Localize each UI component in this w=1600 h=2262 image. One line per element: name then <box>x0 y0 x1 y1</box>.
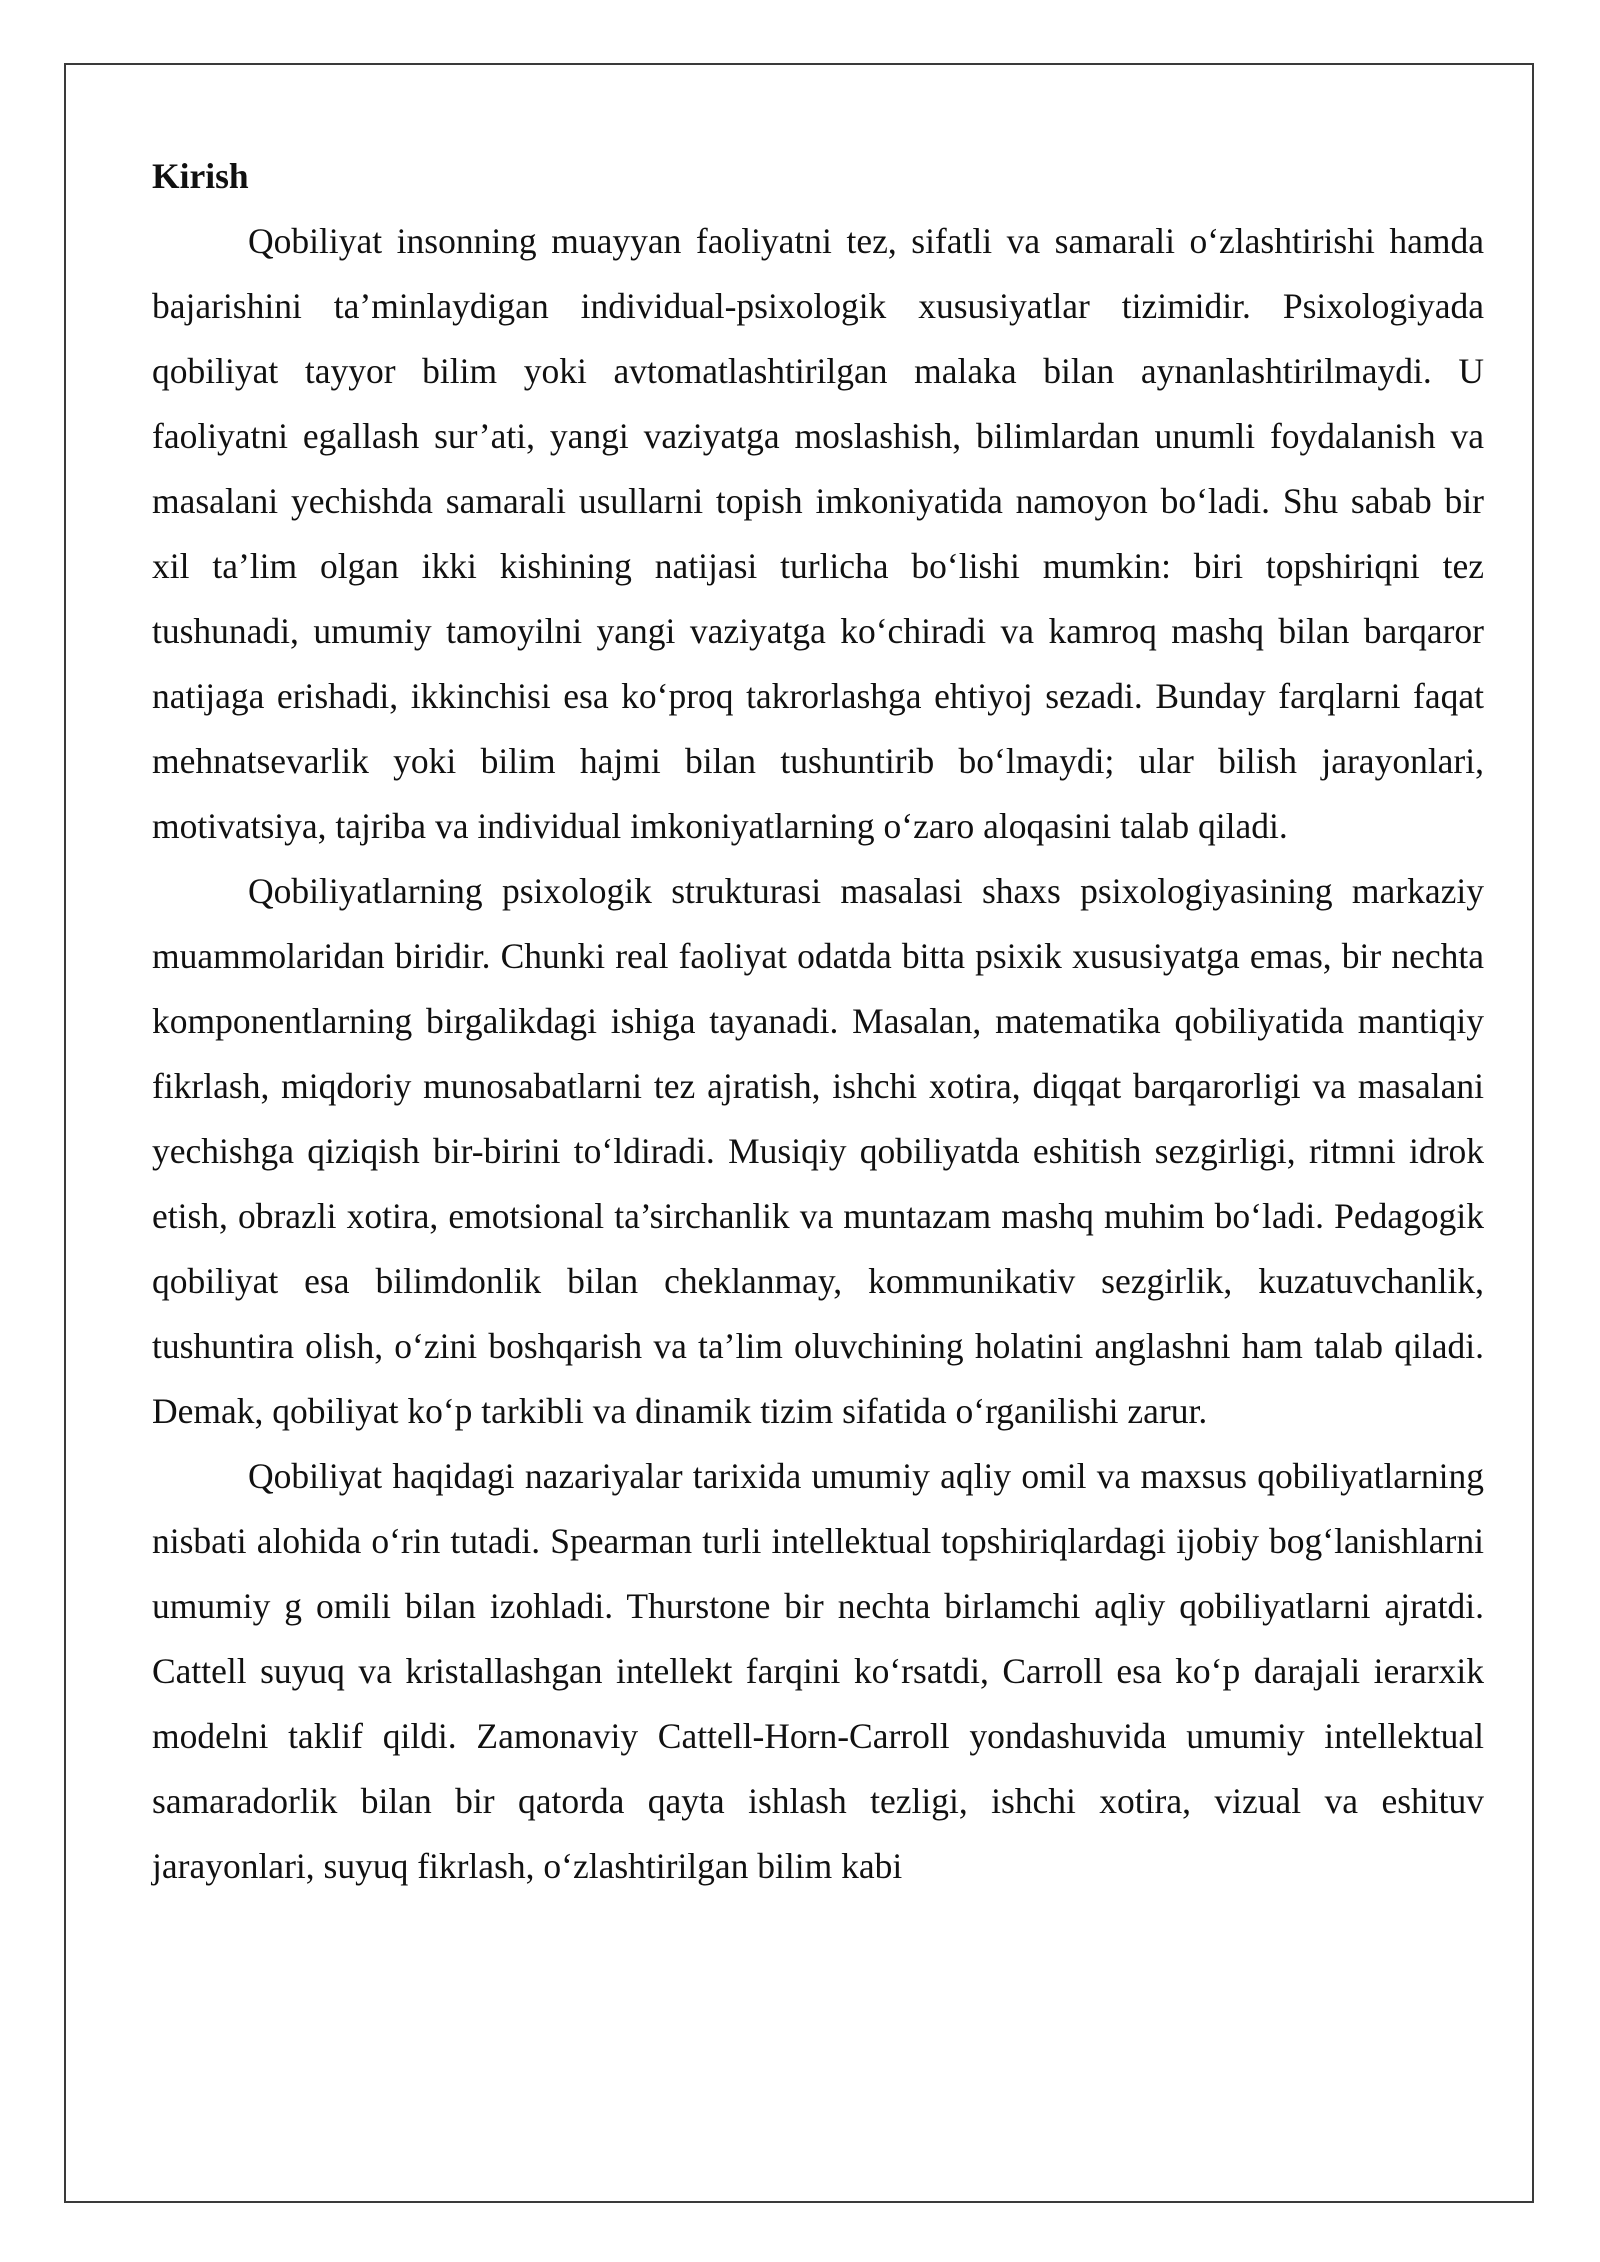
document-body <box>152 144 1484 1899</box>
paragraph-2: Qobiliyatlarning psixologik strukturasi masalasi shaxs psixologiyasining markaziy muammolaridan biridir. Chunki real faoliyat odatda bitta psixik xususiyatga emas, bir nechta komponentlarning birgalikdagi ishiga tayanadi. Masalan, matematika qobiliyatida mantiqiy fikrlash, miqdoriy munosabatlarni tez ajratish, ishchi xotira, diqqat barqarorligi va masalani yechishga qiziqish bir-birini to‘ldiradi. Musiqiy qobiliyatda eshitish sezgirligi, ritmni idrok etish, obrazli xotira, emotsional ta’sirchanlik va muntazam mashq muhim bo‘ladi. Pedagogik qobiliyat esa bilimdonlik bilan cheklanmay, kommunikativ sezgirlik, kuzatuvchanlik, tushuntira olish, o‘zini boshqarish va ta’lim oluvchining holatini anglashni ham talab qiladi. Demak, qobiliyat ko‘p tarkibli va dinamik tizim sifatida o‘rganilishi zarur. <box>152 871 1484 1431</box>
paragraph-1: Qobiliyat insonning muayyan faoliyatni tez, sifatli va samarali o‘zlashtirishi hamda bajarishini ta’minlaydigan individual-psixologik xususiyatlar tizimidir. Psixologiyada qobiliyat tayyor bilim yoki avtomatlashtirilgan malaka bilan aynanlashtirilmaydi. U faoliyatni egallash sur’ati, yangi vaziyatga moslashish, bilimlardan unumli foydalanish va masalani yechishda samarali usullarni topish imkoniyatida namoyon bo‘ladi. Shu sabab bir xil ta’lim olgan ikki kishining natijasi turlicha bo‘lishi mumkin: biri topshiriqni tez tushunadi, umumiy tamoyilni yangi vaziyatga ko‘chiradi va kamroq mashq bilan barqaror natijaga erishadi, ikkinchisi esa ko‘proq takrorlashga ehtiyoj sezadi. Bunday farqlarni faqat mehnatsevarlik yoki bilim hajmi bilan tushuntirib bo‘lmaydi; ular bilish jarayonlari, motivatsiya, tajriba va individual imkoniyatlarning o‘zaro aloqasini talab qiladi. <box>152 221 1484 846</box>
paragraph-3: Qobiliyat haqidagi nazariyalar tarixida umumiy aqliy omil va maxsus qobiliyatlarning nisbati alohida o‘rin tutadi. Spearman turli intellektual topshiriqlardagi ijobiy bog‘lanishlarni umumiy g omili bilan izohladi. Thurstone bir nechta birlamchi aqliy qobiliyatlarni ajratdi. Cattell suyuq va kristallashgan intellekt farqini ko‘rsatdi, Carroll esa ko‘p darajali ierarxik modelni taklif qildi. Zamonaviy Cattell-Horn-Carroll yondashuvida umumiy intellektual samaradorlik bilan bir qatorda qayta ishlash tezligi, ishchi xotira, vizual va eshituv jarayonlari, suyuq fikrlash, o‘zlashtirilgan bilim kabi <box>152 1456 1484 1886</box>
section-heading: Kirish <box>152 156 249 196</box>
